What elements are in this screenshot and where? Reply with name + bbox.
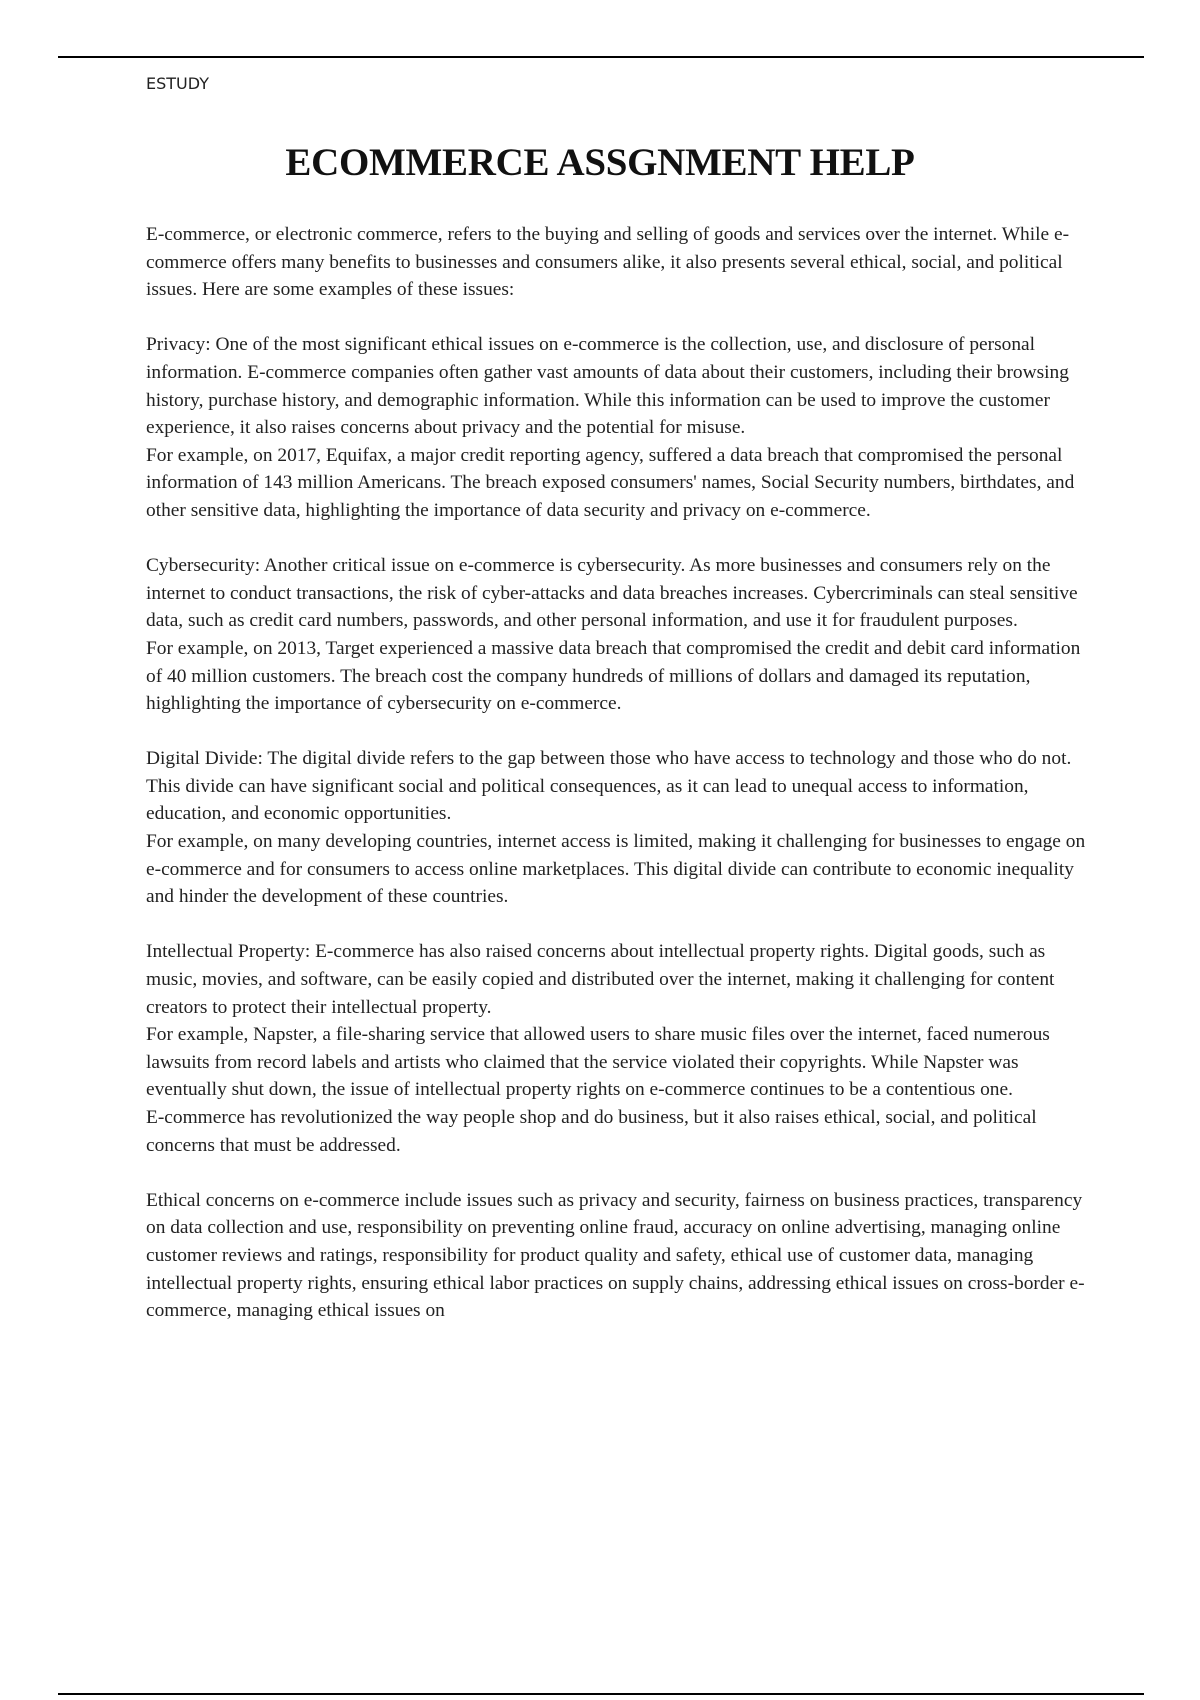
digital-divide-paragraph: Digital Divide: The digital divide refers to the gap between those who have access to technology and those who do not. This divide can have significant social and political consequences, as it can lead to unequal access to information, education, and economic opportunities. <box>146 748 1072 825</box>
cybersecurity-example-paragraph: For example, on 2013, Target experienced a massive data breach that compromised the credit and debit card information of 40 million customers. The breach cost the company hundreds of millions of dollars and damaged its reputation, highlighting the importance of cybersecurity on e-commerce. <box>146 637 1081 715</box>
ethical-concerns-paragraph: Ethical concerns on e-commerce include issues such as privacy and security, fairness on business practices, transparency on data collection and use, responsibility on preventing online fraud, accuracy on online advertising, managing online customer reviews and ratings, responsibility for product quality and safety, ethical use of customer data, managing intellectual property rights, ensuring ethical labor practices on supply chains, addressing ethical issues on cross-border e-commerce, managing ethical issues on <box>146 1189 1085 1322</box>
intellectual-property-paragraph: Intellectual Property: E-commerce has also raised concerns about intellectual property rights. Digital goods, such as music, movies, and software, can be easily copied and distributed over the internet, making it challenging for content creators to protect their intellectual property. <box>146 941 1055 1018</box>
header-label: ESTUDY <box>146 74 209 93</box>
document-title: ECOMMERCE ASSGNMENT HELP <box>285 141 915 184</box>
digital-divide-example-paragraph: For example, on many developing countries, internet access is limited, making it challenging for businesses to engage on e-commerce and for consumers to access online marketplaces. This digital divide can contribute to economic inequality and hinder the development of these countries. <box>146 831 1086 908</box>
conclusion-paragraph: E-commerce has revolutionized the way people shop and do business, but it also raises ethical, social, and political concerns that must be addressed. <box>146 1107 1037 1156</box>
document-body <box>146 221 1096 1325</box>
cybersecurity-paragraph: Cybersecurity: Another critical issue on e-commerce is cybersecurity. As more businesses and consumers rely on the internet to conduct transactions, the risk of cyber-attacks and data breaches increases. Cybercriminals can steal sensitive data, such as credit card numbers, passwords, and other personal information, and use it for fraudulent purposes. <box>146 555 1078 632</box>
privacy-paragraph: Privacy: One of the most significant ethical issues on e-commerce is the collection, use, and disclosure of personal information. E-commerce companies often gather vast amounts of data about their customers, including their browsing history, purchase history, and demographic information. While this information can be used to improve the customer experience, it also raises concerns about privacy and the potential for misuse. <box>146 334 1069 439</box>
top-rule <box>58 56 1144 58</box>
privacy-example-paragraph: For example, on 2017, Equifax, a major credit reporting agency, suffered a data breach that compromised the personal information of 143 million Americans. The breach exposed consumers' names, Social Security numbers, birthdates, and other sensitive data, highlighting the importance of data security and privacy on e-commerce. <box>146 444 1075 521</box>
intro-paragraph: E-commerce, or electronic commerce, refers to the buying and selling of goods and services over the internet. While e-commerce offers many benefits to businesses and consumers alike, it also presents several ethical, social, and political issues. Here are some examples of these issues: <box>146 224 1070 301</box>
intellectual-property-example-paragraph: For example, Napster, a file-sharing service that allowed users to share music files over the internet, faced numerous lawsuits from record labels and artists who claimed that the service violated their copyrights. While Napster was eventually shut down, the issue of intellectual property rights on e-commerce continues to be a contentious one. <box>146 1024 1050 1101</box>
bottom-rule <box>58 1693 1144 1695</box>
